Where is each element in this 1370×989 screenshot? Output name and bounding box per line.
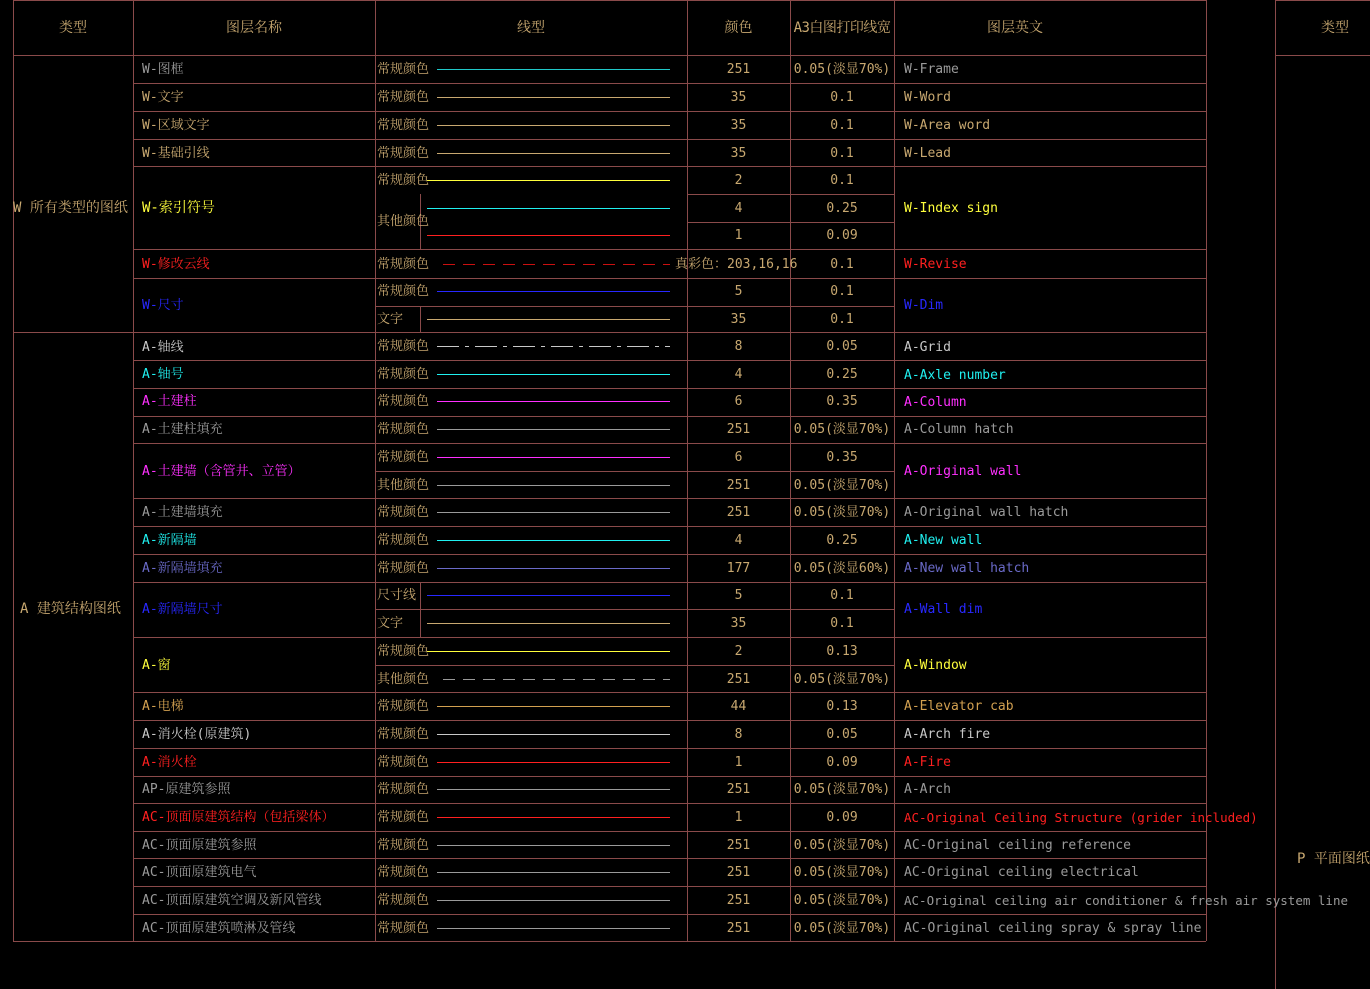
layer-name: W-区域文字 xyxy=(142,118,210,133)
print-width: 0.13 xyxy=(826,699,858,714)
layer-en: AC-Original ceiling reference xyxy=(904,838,1131,853)
header-layer-en: 图层英文 xyxy=(987,20,1043,36)
print-width: 0.09 xyxy=(826,228,858,243)
layer-name: W-索引符号 xyxy=(142,200,215,216)
print-width: 0.1 xyxy=(830,146,854,161)
layer-en: A-Axle number xyxy=(904,368,1006,383)
color-index: 1 xyxy=(734,228,743,243)
color-index: 251 xyxy=(726,672,751,687)
color-index: 251 xyxy=(726,782,751,797)
layer-name: W-基础引线 xyxy=(142,146,210,161)
header-linetype: 线型 xyxy=(517,20,545,36)
color-index: 35 xyxy=(730,146,747,161)
header-type: 类型 xyxy=(59,20,87,36)
print-width: 0.05 xyxy=(826,339,858,354)
linetype-label: 常规颜色 xyxy=(377,339,430,354)
color-index: 44 xyxy=(730,699,747,714)
color-index: 35 xyxy=(730,312,747,327)
layer-name: AC-顶面原建筑喷淋及管线 xyxy=(142,921,296,936)
color-index: 35 xyxy=(730,616,747,631)
print-width: 0.25 xyxy=(826,201,858,216)
layer-en: AC-Original ceiling spray & spray line xyxy=(904,921,1202,936)
color-index: 1 xyxy=(734,810,743,825)
linetype-label: 常规颜色 xyxy=(377,367,430,382)
linetype-label: 常规颜色 xyxy=(377,699,430,714)
layer-en: A-New wall xyxy=(904,533,983,548)
linetype-label: 常规颜色 xyxy=(377,146,430,161)
layer-name: AC-顶面原建筑电气 xyxy=(142,865,257,880)
print-width: 0.05(淡显70%) xyxy=(793,921,891,936)
layer-en: W-Revise xyxy=(904,257,967,272)
color-index: 251 xyxy=(726,893,751,908)
layer-name: W-图框 xyxy=(142,62,184,77)
linetype-label: 其他颜色 xyxy=(377,478,430,493)
layer-name: A-轴线 xyxy=(142,340,184,355)
print-width: 0.05 xyxy=(826,727,858,742)
color-index: 2 xyxy=(734,173,743,188)
layer-en: A-Arch fire xyxy=(904,727,991,742)
layer-name: A-新隔墙 xyxy=(142,533,197,548)
linetype-label: 常规颜色 xyxy=(377,838,430,853)
print-width: 0.1 xyxy=(830,312,854,327)
linetype-label: 常规颜色 xyxy=(377,561,430,576)
linetype-label: 常规颜色 xyxy=(377,62,430,77)
layer-en: A-Column hatch xyxy=(904,422,1014,437)
print-width: 0.05(淡显70%) xyxy=(793,505,891,520)
color-index: 1 xyxy=(734,755,743,770)
print-width: 0.09 xyxy=(826,755,858,770)
layer-en: W-Frame xyxy=(904,62,959,77)
linetype-label: 常规颜色 xyxy=(377,505,430,520)
print-width: 0.35 xyxy=(826,394,858,409)
layer-name: A-消火栓 xyxy=(142,755,197,770)
group-a: A 建筑结构图纸 xyxy=(20,601,121,617)
print-width: 0.35 xyxy=(826,450,858,465)
linetype-label: 常规颜色 xyxy=(377,755,430,770)
color-index: 251 xyxy=(726,62,751,77)
linetype-label: 常规颜色 xyxy=(377,921,430,936)
color-index: 251 xyxy=(726,921,751,936)
layer-en: W-Dim xyxy=(904,298,944,313)
print-width: 0.25 xyxy=(826,367,858,382)
layer-en: A-Wall dim xyxy=(904,602,983,617)
color-index: 8 xyxy=(734,339,743,354)
layer-name: A-窗 xyxy=(142,658,171,673)
color-index: 5 xyxy=(734,588,743,603)
color-index: 35 xyxy=(730,118,747,133)
layer-en: A-Fire xyxy=(904,755,951,770)
color-index: 2 xyxy=(734,644,743,659)
linetype-label: 常规颜色 xyxy=(377,394,430,409)
linetype-label: 常规颜色 xyxy=(377,450,430,465)
linetype-label: 尺寸线 xyxy=(377,588,417,603)
layer-name: W-文字 xyxy=(142,90,184,105)
layer-name: A-消火栓(原建筑) xyxy=(142,727,252,742)
linetype-label: 其他颜色 xyxy=(377,672,430,687)
linetype-label: 常规颜色 xyxy=(377,284,430,299)
print-width: 0.05(淡显60%) xyxy=(793,561,891,576)
header-type-right: 类型 xyxy=(1321,20,1349,36)
linetype-label: 常规颜色 xyxy=(377,533,430,548)
layer-name: A-轴号 xyxy=(142,367,184,382)
linetype-label: 常规颜色 xyxy=(377,865,430,880)
layer-en: W-Lead xyxy=(904,146,951,161)
print-width: 0.25 xyxy=(826,533,858,548)
layer-en: W-Word xyxy=(904,90,951,105)
linetype-label: 常规颜色 xyxy=(377,173,430,188)
header-layer-name: 图层名称 xyxy=(226,20,282,36)
print-width: 0.13 xyxy=(826,644,858,659)
layer-en: AC-Original ceiling electrical xyxy=(904,865,1139,880)
linetype-label: 常规颜色 xyxy=(377,422,430,437)
print-width: 0.1 xyxy=(830,257,854,272)
linetype-label: 文字 xyxy=(377,312,404,327)
linetype-label: 常规颜色 xyxy=(377,644,430,659)
layer-name: W-修改云线 xyxy=(142,257,210,272)
color-index: 4 xyxy=(734,367,743,382)
print-width: 0.1 xyxy=(830,588,854,603)
linetype-label: 常规颜色 xyxy=(377,90,430,105)
layer-name: AC-顶面原建筑参照 xyxy=(142,838,257,853)
layer-en: AC-Original ceiling air conditioner & fresh air system line xyxy=(904,893,1349,908)
header-print-width: A3白图打印线宽 xyxy=(793,20,891,36)
header-color: 颜色 xyxy=(724,20,753,36)
layer-name: A-新隔墙填充 xyxy=(142,561,223,576)
layer-en: A-Window xyxy=(904,658,967,673)
print-width: 0.1 xyxy=(830,90,854,105)
layer-en: AC-Original Ceiling Structure (grider included) xyxy=(904,810,1258,825)
linetype-label: 常规颜色 xyxy=(377,782,430,797)
print-width: 0.1 xyxy=(830,173,854,188)
layer-name: AC-顶面原建筑结构（包括梁体） xyxy=(142,810,335,825)
color-index: 177 xyxy=(726,561,751,576)
print-width: 0.05(淡显70%) xyxy=(793,838,891,853)
group-w: W 所有类型的图纸 xyxy=(13,200,128,216)
color-index: 6 xyxy=(734,450,743,465)
layer-name: W-尺寸 xyxy=(142,298,184,313)
color-index: 5 xyxy=(734,284,743,299)
print-width: 0.1 xyxy=(830,118,854,133)
print-width: 0.05(淡显70%) xyxy=(793,422,891,437)
linetype-label: 常规颜色 xyxy=(377,727,430,742)
print-width: 0.1 xyxy=(830,284,854,299)
color-index: 8 xyxy=(734,727,743,742)
print-width: 0.1 xyxy=(830,616,854,631)
color-index: 6 xyxy=(734,394,743,409)
layer-name: AP-原建筑参照 xyxy=(142,782,231,797)
layer-en: A-Arch xyxy=(904,782,951,797)
layer-en: A-Original wall xyxy=(904,464,1022,479)
linetype-label: 常规颜色 xyxy=(377,257,430,272)
linetype-label: 常规颜色 xyxy=(377,810,430,825)
print-width: 0.05(淡显70%) xyxy=(793,672,891,687)
print-width: 0.05(淡显70%) xyxy=(793,478,891,493)
print-width: 0.05(淡显70%) xyxy=(793,865,891,880)
group-p: P 平面图纸 xyxy=(1297,851,1370,867)
layer-en: A-New wall hatch xyxy=(904,561,1030,576)
layer-name: A-新隔墙尺寸 xyxy=(142,602,223,617)
layer-name: AC-顶面原建筑空调及新风管线 xyxy=(142,893,322,908)
print-width: 0.05(淡显70%) xyxy=(793,62,891,77)
color-index: 真彩色：203,16,16 xyxy=(675,257,798,272)
color-index: 35 xyxy=(730,90,747,105)
layer-en: A-Elevator cab xyxy=(904,699,1014,714)
print-width: 0.05(淡显70%) xyxy=(793,893,891,908)
layer-en: A-Original wall hatch xyxy=(904,505,1069,520)
layer-name: A-土建墙填充 xyxy=(142,505,223,520)
layer-en: A-Grid xyxy=(904,340,951,355)
linetype-label: 文字 xyxy=(377,616,404,631)
color-index: 251 xyxy=(726,865,751,880)
color-index: 4 xyxy=(734,533,743,548)
layer-name: A-土建柱 xyxy=(142,394,197,409)
layer-name: A-电梯 xyxy=(142,699,184,714)
color-index: 251 xyxy=(726,838,751,853)
layer-en: W-Index sign xyxy=(904,201,998,216)
layer-name: A-土建墙（含管井、立管） xyxy=(142,464,301,479)
print-width: 0.05(淡显70%) xyxy=(793,782,891,797)
layer-en: A-Column xyxy=(904,395,967,410)
layer-en: W-Area word xyxy=(904,118,991,133)
linetype-label: 常规颜色 xyxy=(377,118,430,133)
linetype-label: 其他颜色 xyxy=(377,214,430,229)
print-width: 0.09 xyxy=(826,810,858,825)
color-index: 4 xyxy=(734,201,743,216)
color-index: 251 xyxy=(726,505,751,520)
layer-name: A-土建柱填充 xyxy=(142,422,223,437)
color-index: 251 xyxy=(726,422,751,437)
color-index: 251 xyxy=(726,478,751,493)
linetype-label: 常规颜色 xyxy=(377,893,430,908)
